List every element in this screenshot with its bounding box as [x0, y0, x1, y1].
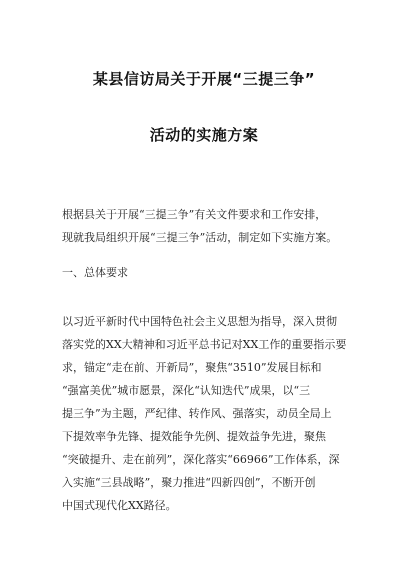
- paragraph-line: “突破提升、走在前列”，深化落实“66966”工作体系，深: [62, 453, 340, 466]
- paragraph-line: 提三争”为主题，严纪律、转作风、强落实，动员全局上: [62, 407, 332, 420]
- paragraph-line: “强富美优”城市愿景，深化“认知迭代”成果，以“三: [62, 384, 311, 397]
- intro-paragraph: [62, 203, 350, 249]
- paragraph-line: 入实施“三县战略”，聚力推进“四新四创”，不断开创: [62, 476, 316, 489]
- paragraph-line: 落实党的XX大精神和习近平总书记对XX工作的重要指示要: [62, 338, 347, 351]
- intro-line: 根据县关于开展“三提三争”有关文件要求和工作安排，: [62, 208, 327, 221]
- paragraph-line: 中国式现代化XX路径。: [62, 499, 177, 512]
- document-title-line-2: 活动的实施方案: [149, 126, 259, 144]
- document-title-line-1: 某县信访局关于开展“三提三争”: [92, 70, 316, 88]
- paragraph-line: 求，锚定“走在前、开新局”，聚焦“3510”发展目标和: [62, 361, 322, 374]
- intro-line: 现就我局组织开展“三提三争”活动，制定如下实施方案。: [62, 231, 338, 244]
- paragraph-line: 以习近平新时代中国特色社会主义思想为指导，深入贯彻: [62, 315, 337, 328]
- paragraph-line: 下提效率争先锋、提效能争先例、提效益争先进，聚焦: [62, 430, 326, 443]
- general-requirements-paragraph: [62, 310, 350, 517]
- section-heading-general-requirements: 一、总体要求: [62, 266, 128, 279]
